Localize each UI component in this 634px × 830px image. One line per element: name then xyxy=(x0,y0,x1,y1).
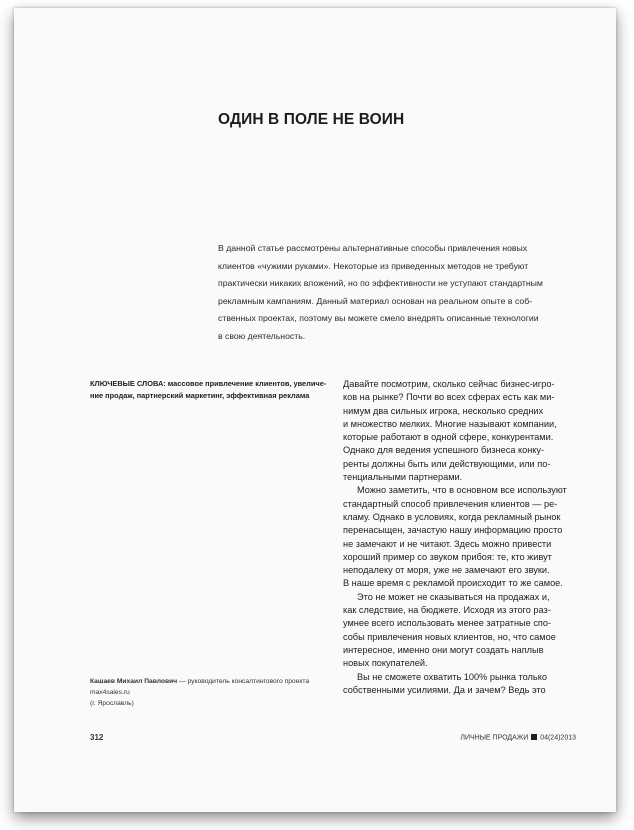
author-name: Кашаев Михаил Павлович xyxy=(90,678,178,685)
body-line: не замечают и не читают. Здесь можно привести xyxy=(343,538,552,549)
body-line: стандартный способ привлечения клиентов — ре- xyxy=(343,498,558,509)
body-line: перенасыщен, зачастую нашу информацию просто xyxy=(343,525,563,536)
body-line: как следствие, на бюджете. Исходя из этого раз- xyxy=(343,605,551,616)
body-line: Давайте посмотрим, сколько сейчас бизнес-игро- xyxy=(343,379,555,389)
body-line: собственными усилиями. Да и зачем? Ведь это xyxy=(343,684,546,695)
author-location: (г. Ярославль) xyxy=(90,700,134,707)
abstract-line: рекламным кампаниям. Данный материал основан на реальном опыте в соб- xyxy=(218,295,533,306)
body-line: ков на рынке? Почти во всех сферах есть как ми- xyxy=(343,392,555,403)
body-line: которые работают в одной сфере, конкурентами. xyxy=(343,432,554,443)
keywords-line: КЛЮЧЕВЫЕ СЛОВА: массовое привлечение клиентов, увеличе- xyxy=(90,379,327,388)
body-line: Вы не сможете охватить 100% рынка только xyxy=(357,671,547,682)
body-paragraph xyxy=(343,671,583,698)
abstract-line: в свою деятельность. xyxy=(218,330,306,341)
body-line: Однако для ведения успешного бизнеса конку- xyxy=(343,445,545,456)
author-line xyxy=(90,676,340,698)
body-line: тенциальными партнерами. xyxy=(343,472,463,483)
body-line: умнее всего использовать менее затратные спо- xyxy=(343,618,552,629)
article-body xyxy=(343,378,583,697)
journal-name: ЛИЧНЫЕ ПРОДАЖИ xyxy=(460,734,529,742)
body-paragraph xyxy=(343,378,583,484)
journal-footer xyxy=(460,734,576,742)
page-number: 312 xyxy=(90,733,104,742)
body-line: хороший пример со звуком прибоя: те, кто живут xyxy=(343,551,552,562)
body-line: новых покупателей. xyxy=(343,658,428,669)
body-line: собы привлечения новых клиентов, но, что самое xyxy=(343,631,556,642)
keywords-block xyxy=(90,378,330,401)
body-line: нимум два сильных игрока, несколько средних xyxy=(343,405,544,416)
body-line: неподалеку от моря, уже не замечают его звуки. xyxy=(343,565,550,576)
body-line: кламу. Однако в условиях, когда рекламный рынок xyxy=(343,511,561,522)
abstract-line: ственных проектах, поэтому вы можете смело внедрять описанные технологии xyxy=(218,313,539,324)
square-separator-icon xyxy=(531,734,537,740)
body-line: и множество мелких. Многие называют компании, xyxy=(343,418,557,429)
article-abstract xyxy=(218,240,576,346)
abstract-line: клиентов «чужими руками». Некоторые из приведенных методов не требуют xyxy=(218,260,529,271)
body-paragraph xyxy=(343,484,583,590)
author-description: — руководитель консалтингового проекта max4sales.ru xyxy=(90,678,310,696)
magazine-page xyxy=(14,8,616,812)
keywords-line: ние продаж, партнерский маркетинг, эффективная реклама xyxy=(90,390,310,400)
body-line: ренты должны быть или действующими, или по- xyxy=(343,458,551,469)
body-line: В наше время с рекламой происходит то же самое. xyxy=(343,578,563,589)
author-block xyxy=(90,676,340,709)
abstract-line: В данной статье рассмотрены альтернативные способы привлечения новых xyxy=(218,243,528,253)
body-paragraph xyxy=(343,591,583,671)
abstract-line: практически никаких вложений, но по эффективности не уступают стандартным xyxy=(218,278,543,289)
journal-issue: 04(24)2013 xyxy=(540,734,576,742)
body-line: Можно заметить, что в основном все используют xyxy=(357,485,567,496)
body-line: интересное, именно они могут создать наплыв xyxy=(343,644,544,655)
article-title: ОДИН В ПОЛЕ НЕ ВОИН xyxy=(218,111,405,128)
body-line: Это не может не сказываться на продажах и, xyxy=(357,591,550,602)
